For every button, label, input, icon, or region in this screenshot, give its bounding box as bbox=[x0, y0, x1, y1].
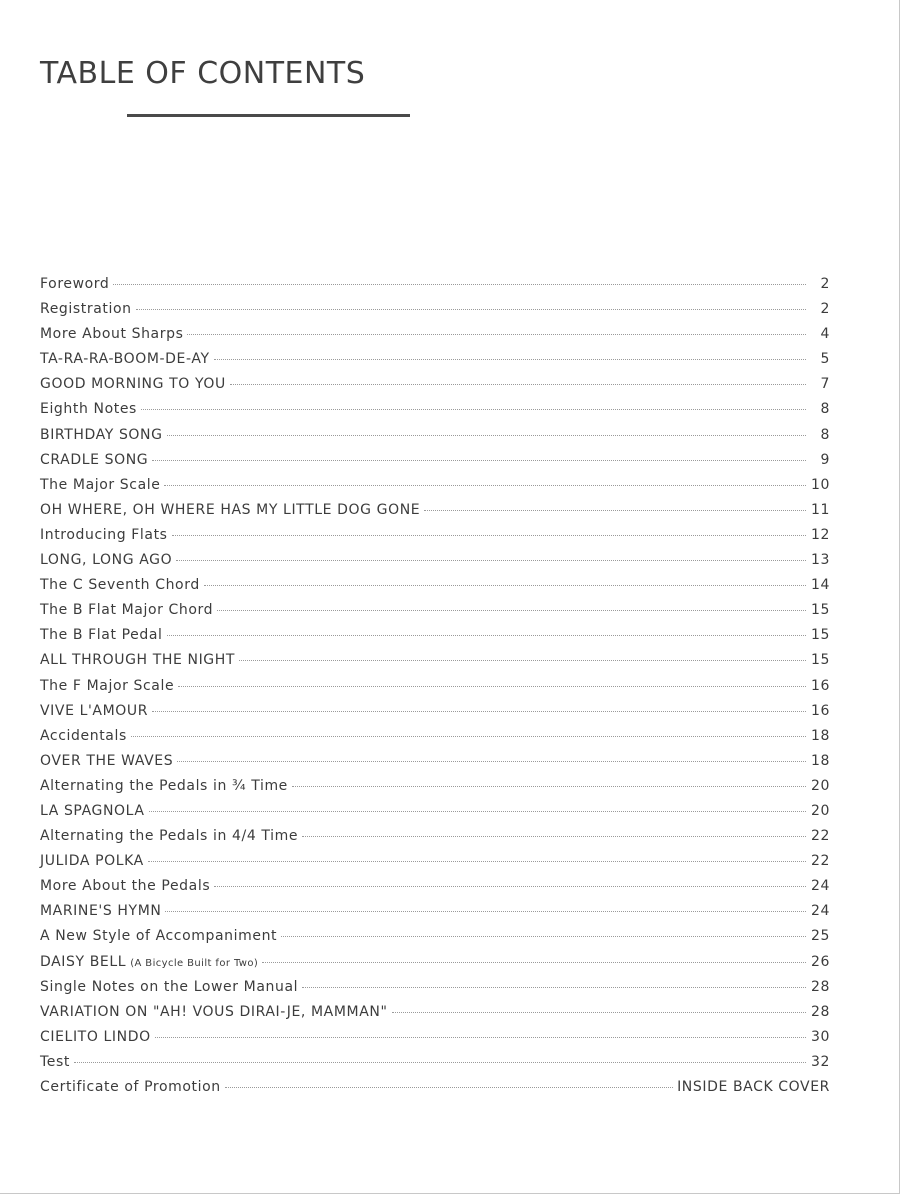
toc-page-number: 28 bbox=[810, 1003, 830, 1020]
toc-page-number: 2 bbox=[820, 301, 830, 318]
toc-entry[interactable] bbox=[40, 928, 830, 953]
dot-leader bbox=[281, 936, 806, 937]
toc-entry[interactable] bbox=[40, 1054, 830, 1079]
toc-page-number: 24 bbox=[810, 903, 830, 920]
toc-entry-title: OVER THE WAVES bbox=[40, 752, 174, 769]
dot-leader bbox=[302, 987, 806, 988]
toc-page-number: 9 bbox=[820, 451, 830, 468]
toc-page-number: 15 bbox=[810, 652, 830, 669]
toc-entry[interactable] bbox=[40, 627, 830, 652]
toc-page-number: 20 bbox=[810, 777, 830, 794]
toc-page-number: 20 bbox=[810, 802, 830, 819]
dot-leader bbox=[148, 861, 806, 862]
toc-entry[interactable] bbox=[40, 878, 830, 903]
toc-entry[interactable] bbox=[40, 979, 830, 1004]
dot-leader bbox=[225, 1087, 673, 1088]
toc-entry-title: LONG, LONG AGO bbox=[40, 552, 173, 569]
toc-entry-subtitle: (A Bicycle Built for Two) bbox=[130, 957, 259, 969]
dot-leader bbox=[74, 1062, 806, 1063]
toc-entry[interactable] bbox=[40, 502, 830, 527]
toc-entry[interactable] bbox=[40, 602, 830, 627]
toc-entry[interactable] bbox=[40, 753, 830, 778]
dot-leader bbox=[149, 811, 806, 812]
dot-leader bbox=[113, 284, 806, 285]
toc-entry[interactable] bbox=[40, 703, 830, 728]
toc-entry-title: MARINE'S HYMN bbox=[40, 903, 162, 920]
dot-leader bbox=[239, 660, 806, 661]
toc-entry-title: Alternating the Pedals in 4/4 Time bbox=[40, 828, 299, 845]
dot-leader bbox=[164, 485, 806, 486]
toc-entry[interactable] bbox=[40, 401, 830, 426]
toc-entry-title: Introducing Flats bbox=[40, 526, 168, 543]
toc-entry-title: The C Seventh Chord bbox=[40, 577, 200, 594]
toc-page-number: 18 bbox=[810, 727, 830, 744]
toc-page-number: 24 bbox=[810, 878, 830, 895]
dot-leader bbox=[155, 1037, 806, 1038]
toc-entry[interactable] bbox=[40, 1004, 830, 1029]
toc-entry[interactable] bbox=[40, 652, 830, 677]
toc-page-number: 4 bbox=[820, 326, 830, 343]
toc-entry[interactable] bbox=[40, 376, 830, 401]
toc-page-number: 32 bbox=[810, 1053, 830, 1070]
toc-page-number: 12 bbox=[810, 526, 830, 543]
toc-entry-title: The B Flat Pedal bbox=[40, 627, 163, 644]
toc-entry[interactable] bbox=[40, 954, 830, 979]
toc-entry[interactable] bbox=[40, 778, 830, 803]
toc-entry-title: VIVE L'AMOUR bbox=[40, 702, 149, 719]
toc-entry[interactable] bbox=[40, 853, 830, 878]
dot-leader bbox=[165, 911, 806, 912]
dot-leader bbox=[230, 384, 806, 385]
toc-entry[interactable] bbox=[40, 828, 830, 853]
title-underline bbox=[127, 114, 410, 117]
toc-entry-title: CIELITO LINDO bbox=[40, 1028, 151, 1045]
toc-page-number: 22 bbox=[810, 828, 830, 845]
toc-page-number: 7 bbox=[820, 376, 830, 393]
toc-page-number: 26 bbox=[810, 953, 830, 970]
dot-leader bbox=[424, 510, 806, 511]
toc-page-number: 8 bbox=[820, 426, 830, 443]
toc-page-number: 30 bbox=[810, 1028, 830, 1045]
toc-entry[interactable] bbox=[40, 477, 830, 502]
dot-leader bbox=[152, 711, 806, 712]
toc-page-number: INSIDE BACK COVER bbox=[677, 1079, 830, 1095]
toc-entry-title: OH WHERE, OH WHERE HAS MY LITTLE DOG GONE bbox=[40, 501, 421, 518]
toc-entry[interactable] bbox=[40, 452, 830, 477]
toc-entry-title: Accidentals bbox=[40, 727, 127, 744]
dot-leader bbox=[178, 686, 806, 687]
toc-entry-title: Certificate of Promotion bbox=[40, 1079, 221, 1095]
toc-page-number: 25 bbox=[810, 928, 830, 945]
toc-entry[interactable] bbox=[40, 351, 830, 376]
dot-leader bbox=[136, 309, 806, 310]
dot-leader bbox=[141, 409, 806, 410]
toc-page-number: 5 bbox=[820, 351, 830, 368]
toc-entry-title: Eighth Notes bbox=[40, 401, 137, 418]
toc-entry-title: CRADLE SONG bbox=[40, 451, 149, 468]
toc-entry[interactable] bbox=[40, 276, 830, 301]
toc-entry-title: More About the Pedals bbox=[40, 878, 211, 895]
dot-leader bbox=[177, 761, 806, 762]
toc-entry-title: More About Sharps bbox=[40, 326, 184, 343]
toc-entry[interactable] bbox=[40, 427, 830, 452]
toc-entry-title: Test bbox=[40, 1053, 70, 1070]
toc-page-number: 18 bbox=[810, 752, 830, 769]
toc-page-number: 8 bbox=[820, 401, 830, 418]
toc-entry[interactable] bbox=[40, 577, 830, 602]
toc-entry-title: DAISY BELL bbox=[40, 953, 127, 970]
dot-leader bbox=[167, 435, 806, 436]
toc-entry-title: The Major Scale bbox=[40, 476, 161, 493]
toc-entry[interactable] bbox=[40, 678, 830, 703]
toc-entry-title: A New Style of Accompaniment bbox=[40, 928, 278, 945]
dot-leader bbox=[292, 786, 806, 787]
toc-entry[interactable] bbox=[40, 527, 830, 552]
toc-entry-title: Single Notes on the Lower Manual bbox=[40, 978, 299, 995]
dot-leader bbox=[217, 610, 806, 611]
dot-leader bbox=[262, 962, 806, 963]
toc-entry-title: GOOD MORNING TO YOU bbox=[40, 376, 226, 393]
dot-leader bbox=[187, 334, 806, 335]
dot-leader bbox=[204, 585, 806, 586]
toc-entry[interactable] bbox=[40, 728, 830, 753]
toc-entry-title: BIRTHDAY SONG bbox=[40, 426, 163, 443]
dot-leader bbox=[172, 535, 806, 536]
toc-page-number: 28 bbox=[810, 978, 830, 995]
dot-leader bbox=[167, 635, 806, 636]
dot-leader bbox=[152, 460, 806, 461]
toc-entry[interactable] bbox=[40, 1079, 830, 1104]
toc-entry[interactable] bbox=[40, 301, 830, 326]
toc-entry-title: TA-RA-RA-BOOM-DE-AY bbox=[40, 351, 210, 368]
toc-entry-title: The F Major Scale bbox=[40, 677, 175, 694]
toc-page-number: 22 bbox=[810, 853, 830, 870]
toc-entry[interactable] bbox=[40, 552, 830, 577]
toc-page-number: 13 bbox=[810, 552, 830, 569]
dot-leader bbox=[302, 836, 806, 837]
toc-page-number: 11 bbox=[810, 501, 830, 518]
dot-leader bbox=[214, 359, 806, 360]
toc-page-number: 16 bbox=[810, 677, 830, 694]
toc-entry-title: LA SPAGNOLA bbox=[40, 802, 145, 819]
toc-entry-title: ALL THROUGH THE NIGHT bbox=[40, 652, 236, 669]
toc-page-number: 15 bbox=[810, 627, 830, 644]
toc-entry-title: Registration bbox=[40, 301, 132, 318]
toc-entry[interactable] bbox=[40, 903, 830, 928]
page-title: TABLE OF CONTENTS bbox=[40, 56, 366, 91]
dot-leader bbox=[131, 736, 806, 737]
dot-leader bbox=[214, 886, 806, 887]
toc-entry[interactable] bbox=[40, 1029, 830, 1054]
toc-page-number: 14 bbox=[810, 577, 830, 594]
toc-entry-title: The B Flat Major Chord bbox=[40, 602, 214, 619]
toc-entry[interactable] bbox=[40, 803, 830, 828]
toc-page-number: 2 bbox=[820, 276, 830, 292]
toc-page-number: 16 bbox=[810, 702, 830, 719]
toc-entry-title: Foreword bbox=[40, 276, 110, 292]
toc-page-number: 10 bbox=[810, 476, 830, 493]
toc-entry-title: VARIATION ON "AH! VOUS DIRAI-JE, MAMMAN" bbox=[40, 1003, 388, 1020]
toc-entry-title: Alternating the Pedals in ¾ Time bbox=[40, 777, 288, 794]
dot-leader bbox=[392, 1012, 807, 1013]
toc-entry[interactable] bbox=[40, 326, 830, 351]
dot-leader bbox=[176, 560, 806, 561]
toc-entry-title: JULIDA POLKA bbox=[40, 853, 144, 870]
toc-page-number: 15 bbox=[810, 602, 830, 619]
table-of-contents bbox=[40, 276, 830, 1104]
